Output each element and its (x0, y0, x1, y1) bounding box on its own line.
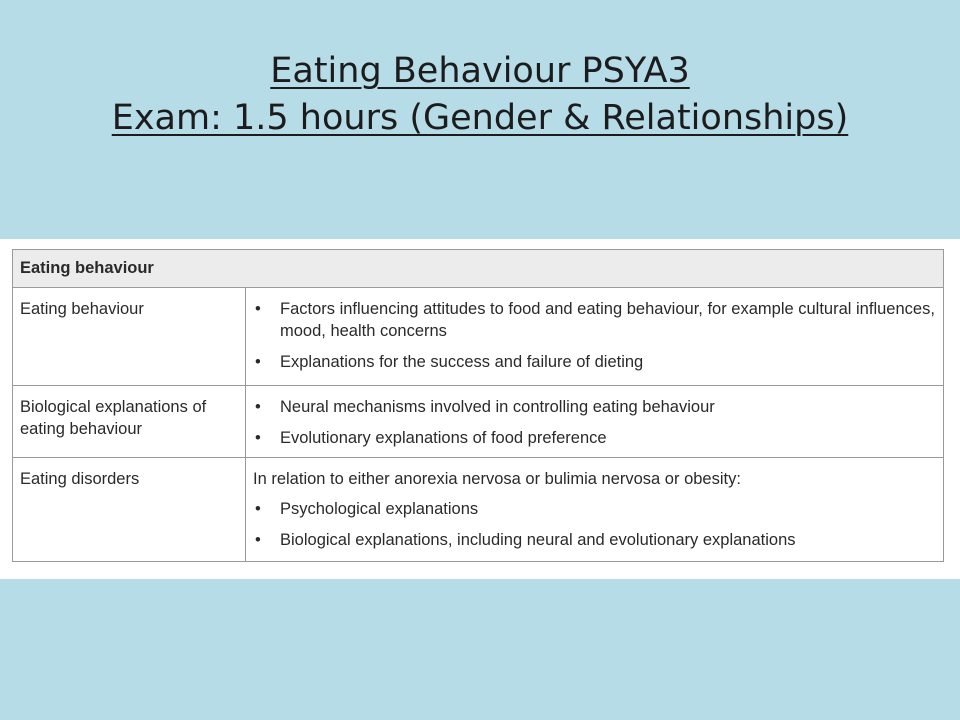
table-row (13, 458, 944, 562)
topic-cell (13, 386, 246, 458)
list-item (253, 498, 937, 520)
list-item (253, 351, 937, 373)
title-line-1 (0, 48, 960, 95)
table-header-row (13, 250, 944, 288)
list-item-text: Explanations for the success and failure of dieting (280, 353, 644, 371)
table-row (13, 288, 944, 386)
bullet-list (246, 490, 943, 559)
content-cell (246, 288, 944, 386)
bullet-icon: • (255, 531, 261, 549)
bullet-icon: • (255, 300, 261, 318)
table-row (13, 386, 944, 458)
bullet-icon: • (255, 353, 261, 371)
title-line-2 (0, 95, 960, 142)
bullet-list (246, 288, 943, 381)
topic-label: Biological explanations of eating behaviour (20, 398, 207, 438)
list-item (253, 427, 937, 449)
list-item-text: Psychological explanations (280, 500, 479, 518)
content-cell (246, 386, 944, 458)
list-item (253, 529, 937, 551)
table-header: Eating behaviour (20, 259, 154, 277)
title-line-2-text: Exam: 1.5 hours (Gender & Relationships) (111, 98, 849, 138)
specification-table (12, 249, 944, 562)
list-item-text: Biological explanations, including neural and evolutionary explanations (280, 531, 796, 549)
specification-panel (0, 239, 960, 579)
slide-title (0, 48, 960, 142)
list-item-text: Factors influencing attitudes to food and eating behaviour, for example cultural influences, mood, health concerns (280, 300, 935, 340)
list-item-text: Evolutionary explanations of food preference (280, 429, 607, 447)
bullet-icon: • (255, 398, 261, 416)
list-item (253, 298, 937, 342)
topic-cell (13, 458, 246, 562)
list-item (253, 396, 937, 418)
topic-cell (13, 288, 246, 386)
title-line-1-text: Eating Behaviour PSYA3 (270, 51, 690, 91)
table-header-cell (13, 250, 944, 288)
bullet-icon: • (255, 429, 261, 447)
bullet-list (246, 386, 943, 457)
content-cell (246, 458, 944, 562)
content-intro: In relation to either anorexia nervosa or bulimia nervosa or obesity: (253, 470, 741, 488)
bullet-icon: • (255, 500, 261, 518)
list-item-text: Neural mechanisms involved in controlling eating behaviour (280, 398, 715, 416)
topic-label: Eating disorders (20, 470, 140, 488)
topic-label: Eating behaviour (20, 300, 144, 318)
